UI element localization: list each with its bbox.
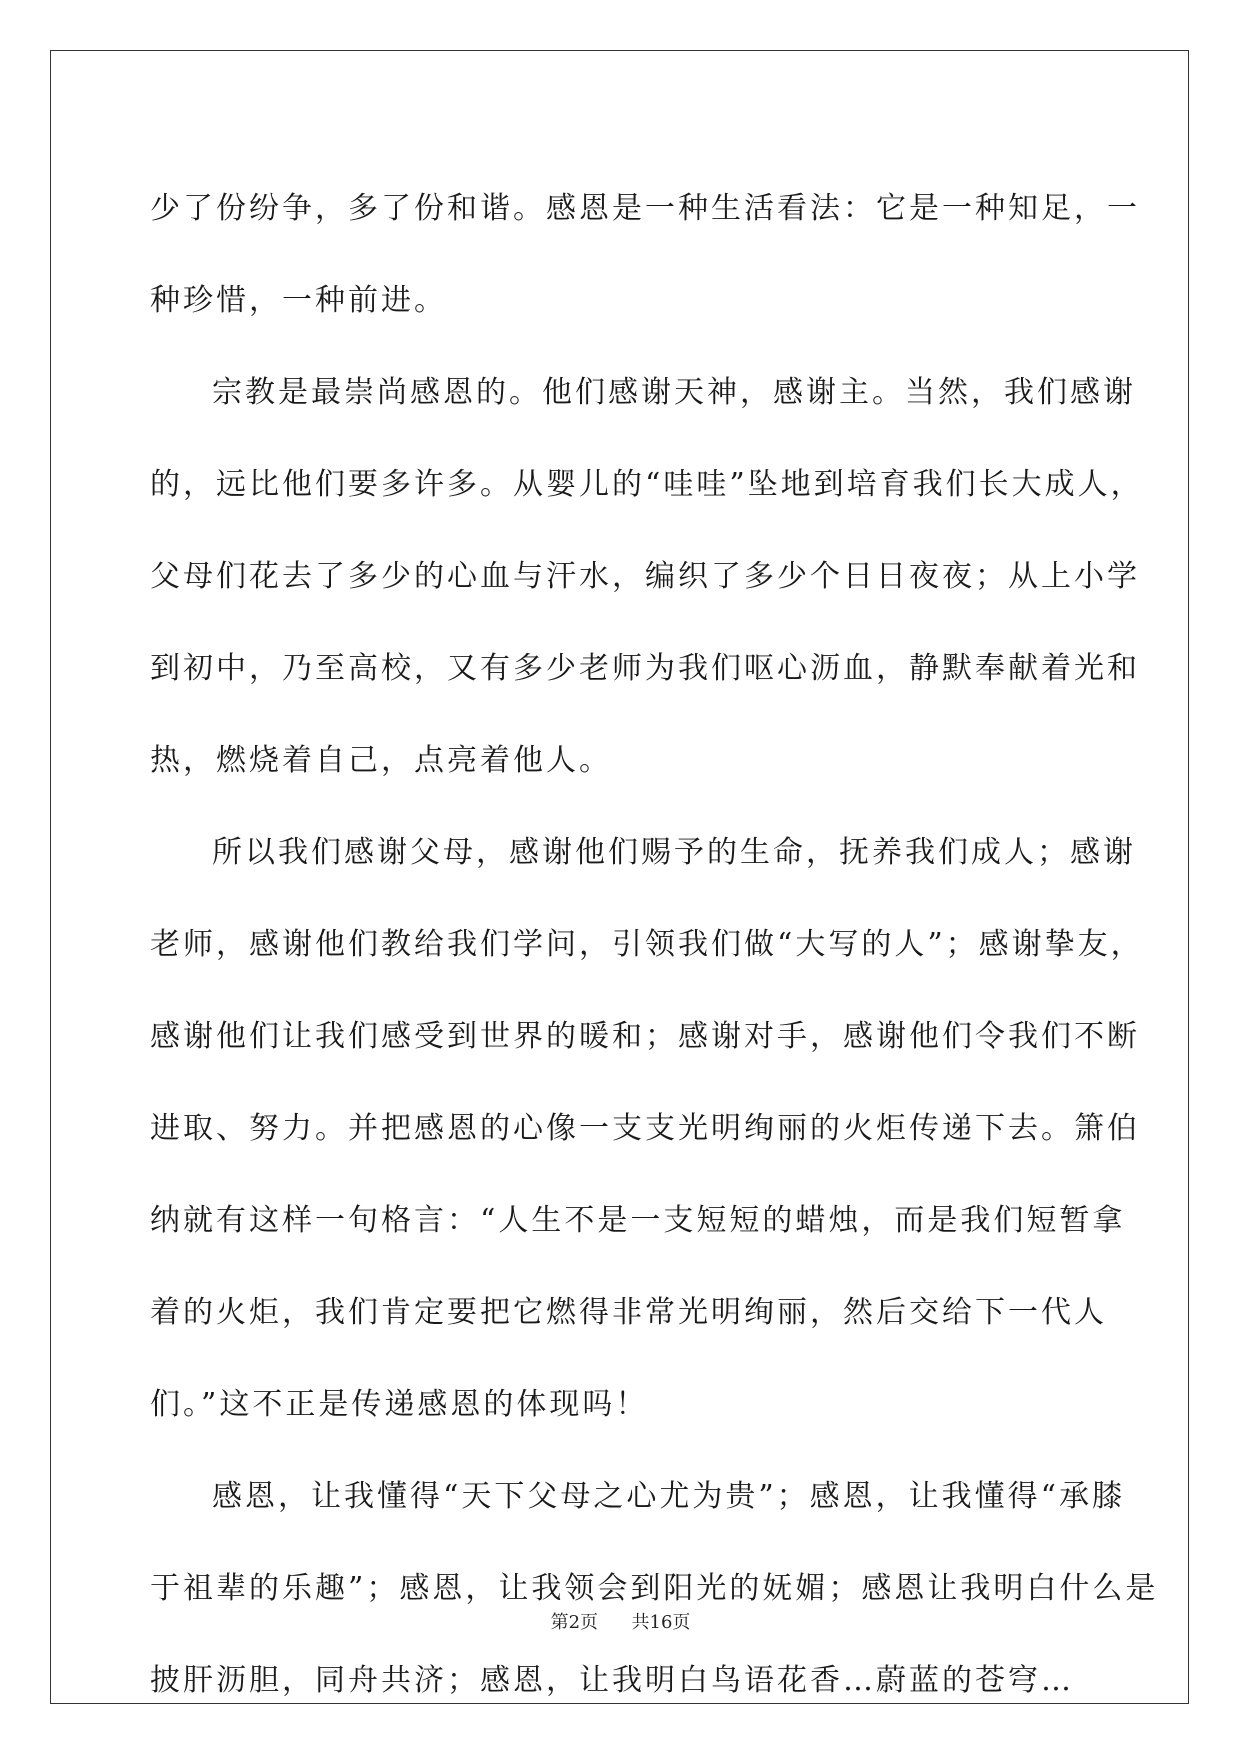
page-footer	[0, 1608, 1241, 1634]
text-line: 们。”这不正是传递感恩的体现吗！	[150, 1387, 649, 1422]
text-line: 纳就有这样一句格言：“人生不是一支短短的蜡烛，而是我们短暂拿	[150, 1203, 1126, 1238]
page-total: 共16页	[631, 1612, 691, 1633]
paragraph-first-line: 所以我们感谢父母，感谢他们赐予的生命，抚养我们成人；感谢	[212, 835, 1136, 870]
text-line: 热，燃烧着自己，点亮着他人。	[150, 743, 612, 778]
text-line: 披肝沥胆，同舟共济；感恩，让我明白鸟语花香…蔚蓝的苍穹…	[150, 1663, 1074, 1698]
paragraph-first-line: 宗教是最崇尚感恩的。他们感谢天神，感谢主。当然，我们感谢	[212, 375, 1136, 410]
page-number: 第2页	[550, 1612, 599, 1633]
text-line: 感谢他们让我们感受到世界的暖和；感谢对手，感谢他们令我们不断	[150, 1019, 1140, 1054]
text-line: 着的火炬，我们肯定要把它燃得非常光明绚丽，然后交给下一代人	[150, 1295, 1107, 1330]
paragraph-first-line: 感恩，让我懂得“天下父母之心尤为贵”；感恩，让我懂得“承膝	[212, 1479, 1126, 1514]
text-line: 少了份纷争，多了份和谐。感恩是一种生活看法：它是一种知足，一	[150, 191, 1140, 226]
text-line: 进取、努力。并把感恩的心像一支支光明绚丽的火炬传递下去。箫伯	[150, 1111, 1140, 1146]
text-line: 的，远比他们要多许多。从婴儿的“哇哇”坠地到培育我们长大成人，	[150, 467, 1144, 502]
text-line: 父母们花去了多少的心血与汗水，编织了多少个日日夜夜；从上小学	[150, 559, 1140, 594]
text-line: 到初中，乃至高校，又有多少老师为我们呕心沥血，静默奉献着光和	[150, 651, 1140, 686]
text-line: 种珍惜，一种前进。	[150, 283, 447, 318]
text-line: 于祖辈的乐趣”；感恩，让我领会到阳光的妩媚；感恩让我明白什么是	[150, 1571, 1159, 1606]
body-text	[150, 163, 1159, 1727]
text-line: 老师，感谢他们教给我们学问，引领我们做“大写的人”；感谢挚友，	[150, 927, 1144, 962]
